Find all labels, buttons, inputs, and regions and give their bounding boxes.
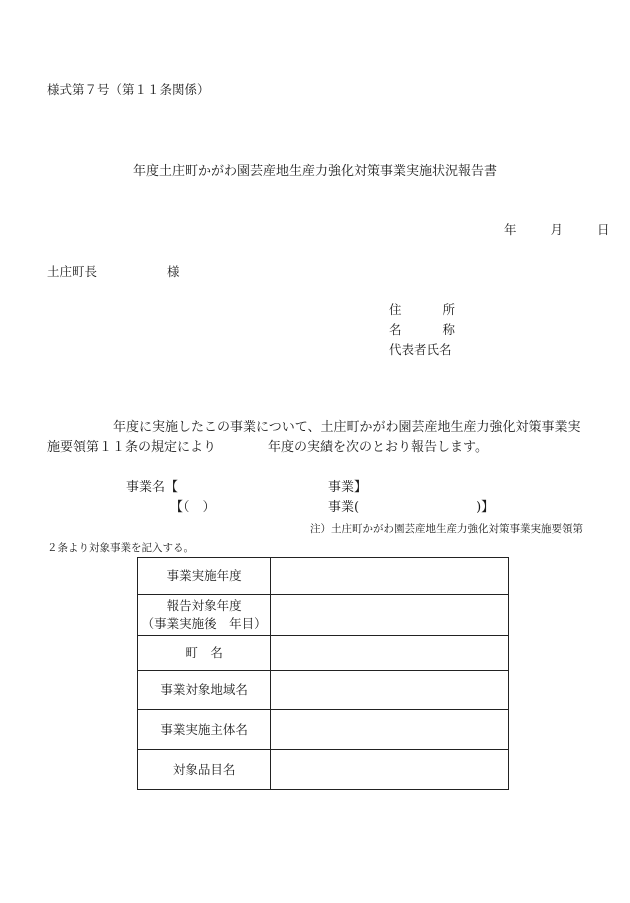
date-month-label: 月: [550, 222, 564, 237]
row-label-target-item: 対象品目名: [138, 750, 271, 790]
row-label-implementing-entity: 事業実施主体名: [138, 710, 271, 750]
report-body-line-1: 年度に実施したこの事業について、土庄町かがわ園芸産地生産力強化対策事業実: [113, 420, 581, 435]
row-label-report-year: [138, 595, 271, 636]
report-info-table: [137, 557, 509, 790]
table-row: [138, 671, 509, 710]
date-day-label: 日: [597, 222, 610, 237]
table-row: [138, 750, 509, 790]
table-row: [138, 558, 509, 595]
implementing-entity-field[interactable]: [271, 710, 509, 750]
report-year-field[interactable]: [271, 595, 509, 636]
date-year-label: 年: [504, 222, 517, 237]
form-number: 様式第７号（第１１条関係）: [47, 82, 210, 97]
addressee-honorific: 様: [167, 264, 180, 279]
table-row: [138, 636, 509, 671]
sub-project-close: 事業( )】: [328, 500, 495, 515]
town-name-field[interactable]: [271, 636, 509, 671]
table-row: [138, 595, 509, 636]
org-name-label: 名 称: [389, 322, 455, 337]
note-line-2: ２条より対象事業を記入する。: [47, 542, 194, 554]
sub-project-open: 【（ ）: [170, 500, 216, 515]
implementation-year-field[interactable]: [271, 558, 509, 595]
target-item-field[interactable]: [271, 750, 509, 790]
date-line: [504, 220, 610, 238]
report-year-label: 報告対象年度: [166, 598, 242, 613]
note-line-1: 注）土庄町かがわ園芸産地生産力強化対策事業実施要領第: [310, 523, 583, 535]
row-label-town-name: 町 名: [138, 636, 271, 671]
applicant-block: [389, 300, 455, 360]
document-title: 年度土庄町かがわ園芸産地生産力強化対策事業実施状況報告書: [132, 164, 497, 179]
target-area-field[interactable]: [271, 671, 509, 710]
addressee-name: 土庄町長: [47, 264, 98, 279]
project-name-open: 事業名【: [126, 480, 179, 495]
report-body-line-2: 施要領第１１条の規定により 年度の実績を次のとおり報告します。: [47, 440, 488, 455]
row-label-target-area: 事業対象地域名: [138, 671, 271, 710]
representative-label: 代表者氏名: [389, 342, 452, 357]
row-label-implementation-year: 事業実施年度: [138, 558, 271, 595]
report-year-sublabel: （事業実施後 年目）: [141, 616, 267, 631]
addressee: [47, 262, 180, 280]
report-body: [47, 418, 602, 458]
address-label: 住 所: [389, 302, 455, 317]
project-name-close: 事業】: [328, 480, 368, 495]
table-row: [138, 710, 509, 750]
